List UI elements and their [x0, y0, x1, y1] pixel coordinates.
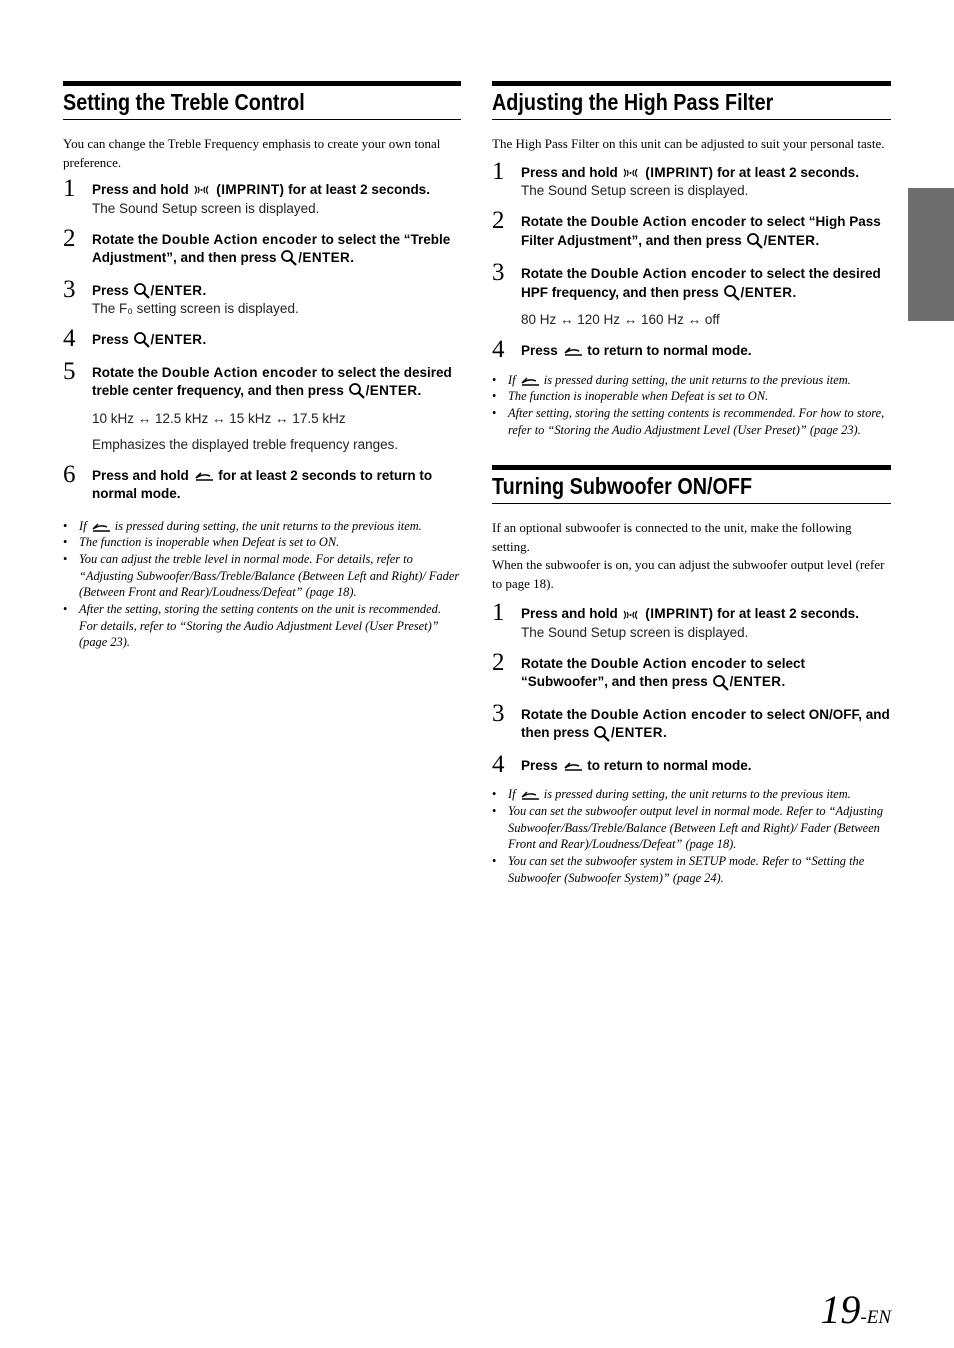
note-item: • The function is inoperable when Defeat is set to ON. [492, 388, 891, 405]
step-1 [63, 175, 461, 217]
step-number: 1 [492, 157, 505, 185]
step-instruction: Rotate the Double Action encoder to select the desired treble center frequency, and then press /ENTER. [92, 364, 452, 398]
step-instruction: Press to return to normal mode. [521, 343, 752, 358]
step-instruction: Press /ENTER. [92, 282, 207, 298]
step-number: 3 [492, 259, 505, 286]
step-4 [63, 325, 461, 352]
step-6 [63, 460, 461, 504]
step-result: The F₀ setting screen is displayed. [92, 301, 299, 316]
search-enter-icon [348, 383, 366, 399]
return-arrow-icon [519, 375, 541, 387]
step-instruction: Press and hold (IMPRINT) for at least 2 seconds. [521, 164, 859, 180]
frequency-options: 10 kHz ↔ 12.5 kHz ↔ 15 kHz ↔ 17.5 kHz [92, 410, 346, 426]
section-title: Setting the Treble Control [63, 89, 305, 115]
step-result: The Sound Setup screen is displayed. [521, 624, 749, 640]
step-instruction: Press to return to normal mode. [521, 757, 752, 773]
section-intro: The High Pass Filter on this unit can be adjusted to suit your personal taste. [492, 136, 885, 151]
step-3 [492, 259, 891, 328]
step-instruction: Press and hold (IMPRINT) for at least 2 seconds. [521, 606, 859, 622]
search-enter-icon [723, 285, 741, 301]
section-intro: You can change the Treble Frequency emphasis to create your own tonal preference. [63, 136, 441, 170]
step-instruction: Rotate the Double Action encoder to select “Subwoofer”, and then press /ENTER. [521, 655, 805, 690]
notes-list [492, 372, 891, 439]
imprint-icon [193, 184, 213, 196]
search-enter-icon [593, 726, 611, 742]
side-tab [908, 188, 954, 321]
return-arrow-icon [519, 789, 541, 801]
section-title: Turning Subwoofer ON/OFF [492, 473, 753, 500]
step-instruction: Rotate the Double Action encoder to select ON/OFF, and then press /ENTER. [521, 706, 890, 741]
return-arrow-icon [562, 760, 584, 772]
return-arrow-icon [562, 345, 584, 357]
step-5 [63, 357, 461, 453]
return-arrow-icon [90, 521, 112, 533]
section-header-treble [63, 81, 461, 120]
note-item: • If is pressed during setting, the unit returns to the previous item. [492, 786, 891, 803]
note-item: • You can adjust the treble level in normal mode. For details, refer to “Adjusting Subwoofer/Bass/Treble/Balance (Between Left and Right)/ Fader (Between Front and Rear)/Loudness/Defeat” (page 18). [63, 551, 461, 601]
step-number: 4 [492, 336, 505, 363]
section-header-hpf [492, 81, 891, 120]
step-number: 4 [492, 750, 505, 778]
step-instruction: Press /ENTER. [92, 332, 207, 347]
step-number: 4 [63, 325, 76, 352]
step-number: 5 [63, 357, 76, 385]
step-3 [63, 275, 461, 318]
note-item: • You can set the subwoofer system in SETUP mode. Refer to “Setting the Subwoofer (Subwoofer System)” (page 24). [492, 853, 891, 886]
search-enter-icon [133, 332, 151, 348]
note-item: • If is pressed during setting, the unit returns to the previous item. [492, 372, 891, 389]
note-item: • After the setting, storing the setting contents on the unit is recommended. For details, refer to “Storing the Audio Adjustment Level (User Preset)” (page 23). [63, 601, 461, 651]
notes-list [63, 518, 461, 652]
step-number: 3 [492, 699, 505, 727]
step-instruction: Press and hold for at least 2 seconds to return to normal mode. [92, 467, 433, 501]
frequency-options: 80 Hz ↔ 120 Hz ↔ 160 Hz ↔ off [521, 312, 720, 327]
step-number: 2 [63, 224, 76, 252]
step-1 [492, 599, 891, 641]
step-4 [492, 336, 891, 363]
step-instruction: Press and hold (IMPRINT) for at least 2 seconds. [92, 182, 430, 197]
step-result: The Sound Setup screen is displayed. [92, 200, 320, 216]
note-item: • You can set the subwoofer output level in normal mode. Refer to “Adjusting Subwoofer/Bass/Treble/Balance (Between Left and Right)/ Fader (Between Front and Rear)/Loudness/Defeat” (page 18). [492, 803, 891, 853]
left-column [63, 81, 461, 651]
step-result: Emphasizes the displayed treble frequency ranges. [92, 436, 399, 452]
step-1 [492, 157, 891, 200]
note-item: • If is pressed during setting, the unit returns to the previous item. [63, 518, 461, 535]
notes-list [492, 786, 891, 886]
page-number: 19-EN [820, 1287, 891, 1332]
step-result: The Sound Setup screen is displayed. [521, 183, 749, 198]
section-title: Adjusting the High Pass Filter [492, 89, 774, 115]
return-arrow-icon [193, 470, 215, 482]
step-number: 2 [492, 648, 505, 676]
step-number: 1 [63, 175, 76, 202]
step-instruction: Rotate the Double Action encoder to select the “Treble Adjustment”, and then press /ENTER. [92, 231, 451, 265]
note-item: • The function is inoperable when Defeat is set to ON. [63, 534, 461, 551]
step-instruction: Rotate the Double Action encoder to select the desired HPF frequency, and then press /ENTER. [521, 266, 881, 300]
step-number: 1 [492, 599, 505, 627]
step-number: 3 [63, 275, 76, 303]
step-instruction: Rotate the Double Action encoder to select “High Pass Filter Adjustment”, and then press /ENTER. [521, 214, 881, 248]
section-intro-2: When the subwoofer is on, you can adjust the subwoofer output level (refer to page 18). [492, 557, 885, 591]
step-3 [492, 699, 891, 743]
step-2 [492, 207, 891, 250]
imprint-icon [622, 167, 642, 179]
step-number: 6 [63, 460, 76, 488]
search-enter-icon [133, 283, 151, 299]
search-enter-icon [712, 675, 730, 691]
search-enter-icon [746, 233, 764, 249]
section-header-subwoofer [492, 465, 891, 504]
step-4 [492, 750, 891, 778]
step-2 [492, 648, 891, 692]
imprint-icon [622, 609, 642, 621]
step-2 [63, 224, 461, 268]
right-column [492, 81, 891, 887]
step-number: 2 [492, 207, 505, 234]
section-intro: If an optional subwoofer is connected to the unit, make the following setting. [492, 520, 852, 554]
note-item: • After setting, storing the setting contents is recommended. For how to store, refer to “Storing the Audio Adjustment Level (User Preset)” (page 23). [492, 405, 891, 438]
search-enter-icon [280, 250, 298, 266]
